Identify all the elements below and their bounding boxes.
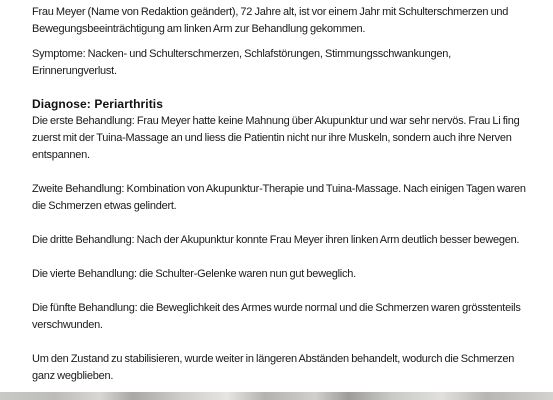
treatment-3-paragraph: Die dritte Behandlung: Nach der Akupunktur konnte Frau Meyer ihren linken Arm deutlich besser bewegen. [32,234,520,246]
treatment-4-paragraph: Die vierte Behandlung: die Schulter-Gelenke waren nun gut beweglich. [32,268,356,280]
photo-image-edge [0,392,553,400]
conclusion-paragraph: Um den Zustand zu stabilisieren, wurde weiter in längeren Abständen behandelt, wodurch die Schmerzen ganz wegblieben. [32,353,515,382]
article-body [32,4,537,385]
symptoms-paragraph: Symptome: Nacken- und Schulterschmerzen, Schlafstörungen, Stimmungsschwankungen, Erinnerungverlust. [32,48,451,77]
diagnosis-heading: Diagnose: Periarthritis [32,97,164,111]
treatment-2-paragraph: Zweite Behandlung: Kombination von Akupunktur-Therapie und Tuina-Massage. Nach einigen Tagen waren die Schmerzen etwas gelindert. [32,183,526,212]
intro-paragraph: Frau Meyer (Name von Redaktion geändert), 72 Jahre alt, ist vor einem Jahr mit Schulterschmerzen und Bewegungsbeeinträchtigung am linken Arm zur Behandlung gekommen. [32,6,509,35]
treatment-5-paragraph: Die fünfte Behandlung: die Beweglichkeit des Armes wurde normal und die Schmerzen waren grösstenteils verschwunden. [32,302,521,331]
treatment-1-paragraph: Die erste Behandlung: Frau Meyer hatte keine Mahnung über Akupunktur und war sehr nervös. Frau Li fing zuerst mit der Tuina-Massage an und liess die Patientin nicht nur ihre Muskeln, sondern auch ihre Nerven entspannen. [32,115,520,161]
